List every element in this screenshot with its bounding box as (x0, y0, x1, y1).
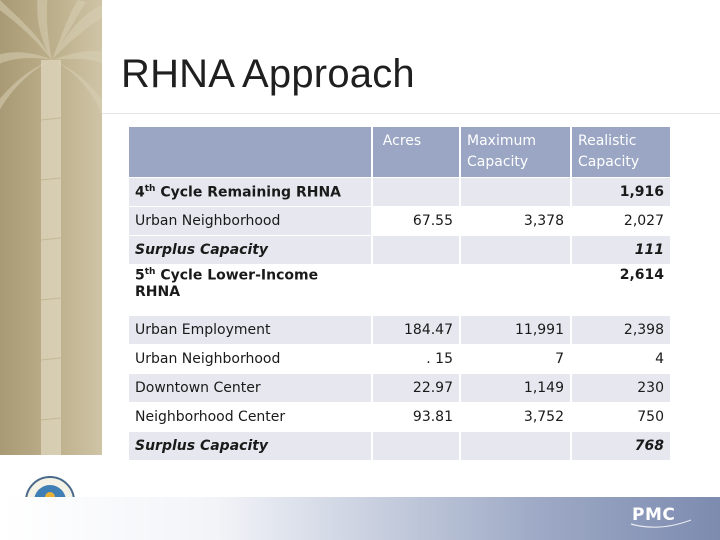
cell-max: 3,752 (523, 409, 564, 425)
cell-real: 750 (637, 409, 664, 425)
cell-max (461, 432, 570, 460)
row-label-number: 5 (135, 267, 145, 284)
rhna-table (127, 126, 672, 461)
header-max-line1: Maximum (467, 133, 536, 149)
row-label: Neighborhood Center (135, 409, 286, 425)
table-row (129, 432, 670, 460)
row-label (129, 178, 371, 206)
cell-real: 2,614 (619, 267, 664, 283)
cell-max: 1,149 (461, 374, 570, 402)
cell-acres (373, 178, 459, 206)
table-row (129, 207, 670, 235)
cell-acres: 22.97 (373, 374, 459, 402)
cell-max (461, 265, 570, 315)
cell-real: 111 (572, 236, 670, 264)
cell-real: 1,916 (572, 178, 670, 206)
cell-acres (373, 265, 459, 315)
title-divider (102, 113, 720, 114)
cell-max (461, 236, 570, 264)
cell-acres (373, 432, 459, 460)
table-row (129, 345, 670, 373)
cell-real: 768 (572, 432, 670, 460)
table-row (129, 374, 670, 402)
header-acres: Acres (373, 127, 459, 177)
cell-acres: 67.55 (412, 213, 453, 229)
row-label-number: 4 (135, 184, 145, 201)
cell-acres: 93.81 (412, 409, 453, 425)
header-max-line2: Capacity (467, 154, 529, 170)
cell-real: 2,398 (572, 316, 670, 344)
row-label-text: Cycle Lower-Income RHNA (135, 267, 319, 300)
cell-real: 230 (572, 374, 670, 402)
cell-acres (373, 236, 459, 264)
cell-max: 7 (555, 351, 564, 367)
cell-max: 3,378 (523, 213, 564, 229)
row-label-suffix: th (144, 267, 156, 277)
table-row (129, 403, 670, 431)
cell-acres: . 15 (426, 351, 453, 367)
header-real-line1: Realistic (578, 133, 637, 149)
row-label: Surplus Capacity (129, 236, 371, 264)
row-label: Surplus Capacity (129, 432, 371, 460)
table-row (129, 316, 670, 344)
cell-max: 11,991 (461, 316, 570, 344)
row-label: Urban Employment (129, 316, 371, 344)
cell-acres: 184.47 (373, 316, 459, 344)
row-label-suffix: th (144, 183, 156, 194)
header-max-capacity (461, 127, 570, 177)
palm-tree-decoration (0, 0, 102, 455)
header-blank-cell (129, 127, 371, 177)
cell-real: 2,027 (623, 213, 664, 229)
cell-real: 4 (655, 351, 664, 367)
footer-band (0, 497, 720, 540)
row-label: Urban Neighborhood (129, 207, 371, 235)
table-row (129, 265, 670, 315)
pmc-logo: PMC (632, 505, 676, 525)
row-label: Downtown Center (129, 374, 371, 402)
row-label-text: Cycle Remaining RHNA (155, 184, 341, 201)
header-realistic-capacity (572, 127, 670, 177)
row-label (129, 265, 371, 315)
palm-tree-icon (0, 0, 102, 455)
row-label: Urban Neighborhood (135, 351, 281, 367)
header-real-line2: Capacity (578, 154, 640, 170)
table-header-row (129, 127, 670, 177)
table-row (129, 178, 670, 206)
cell-max (461, 178, 570, 206)
table-row (129, 236, 670, 264)
slide-title: RHNA Approach (121, 52, 415, 96)
